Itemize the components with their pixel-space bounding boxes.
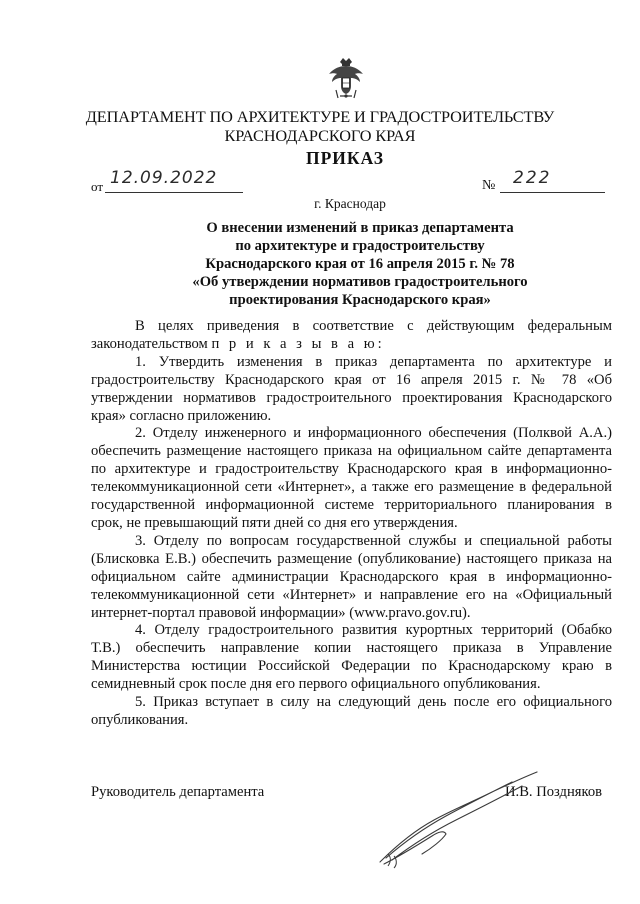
- subject-line: О внесении изменений в приказ департамента: [206, 220, 514, 236]
- order-item-5: 5. Приказ вступает в силу на следующий день после его официального опубликования.: [91, 694, 612, 728]
- preamble-text: В целях приведения в соответствие с действующим федеральным законодательством: [91, 318, 612, 352]
- order-body: [91, 318, 612, 730]
- city-name: г. Краснодар: [314, 196, 386, 211]
- signature-icon: [372, 770, 542, 870]
- order-item-4: 4. Отделу градостроительного развития курортных территорий (Обабко Т.В.) обеспечить направление копии настоящего приказа в Управление Министерства юстиции Российской Федерации по Краснодарскому краю в семидневный срок после дня его первого официального опубликования.: [91, 622, 612, 693]
- order-item-1: 1. Утвердить изменения в приказ департамента по архитектуре и градостроительству Краснодарского края от 16 апреля 2015 г. № 78 «Об утверждении нормативов градостроительного проектирования Краснодарского края» согласно приложению.: [91, 353, 612, 424]
- order-subject: [140, 219, 580, 309]
- signer-position: Руководитель департамента: [91, 784, 265, 800]
- coat-of-arms-icon: [326, 56, 366, 100]
- handwritten-number: 222: [513, 168, 552, 188]
- number-underline: [500, 192, 605, 193]
- order-item-2: 2. Отделу инженерного и информационного обеспечения (Полквой А.А.) обеспечить размещение настоящего приказа на официальном сайте департамента по архитектуре и градостроительству Краснодарского края в информационно-телекоммуникационной сети «Интернет», а также его размещение в федеральной государственной информационной системе территориального планирования в срок, не превышающий пяти дней со дня его утверждения.: [91, 425, 612, 531]
- subject-line: Краснодарского края от 16 апреля 2015 г. № 78: [205, 256, 515, 272]
- department-name-line1: ДЕПАРТАМЕНТ ПО АРХИТЕКТУРЕ И ГРАДОСТРОИТЕЛЬСТВУ: [85, 107, 555, 126]
- date-underline: [105, 192, 243, 193]
- signer-name: И.В. Поздняков: [505, 784, 603, 800]
- subject-line: по архитектуре и градостроительству: [235, 238, 485, 254]
- date-prefix: от: [91, 179, 104, 194]
- order-item-3: 3. Отделу по вопросам государственной службы и специальной работы (Блисковка Е.В.) обеспечить размещение (опубликование) настоящего приказа на официальном сайте администрации Краснодарского края в информационно-телекоммуникационной сети «Интернет» и направление его на «Официальный интернет-портал правовой информации» (www.pravo.gov.ru).: [91, 532, 612, 621]
- number-prefix: №: [482, 178, 496, 193]
- subject-line: проектирования Краснодарского края»: [229, 292, 491, 308]
- preamble-paragraph: [91, 318, 612, 354]
- document-type-title: ПРИКАЗ: [305, 148, 385, 168]
- order-word: п р и к а з ы в а ю:: [211, 335, 385, 352]
- department-name-line2: КРАСНОДАРСКОГО КРАЯ: [224, 126, 416, 145]
- subject-line: «Об утверждении нормативов градостроительного: [192, 274, 528, 290]
- handwritten-date: 12.09.2022: [110, 168, 218, 188]
